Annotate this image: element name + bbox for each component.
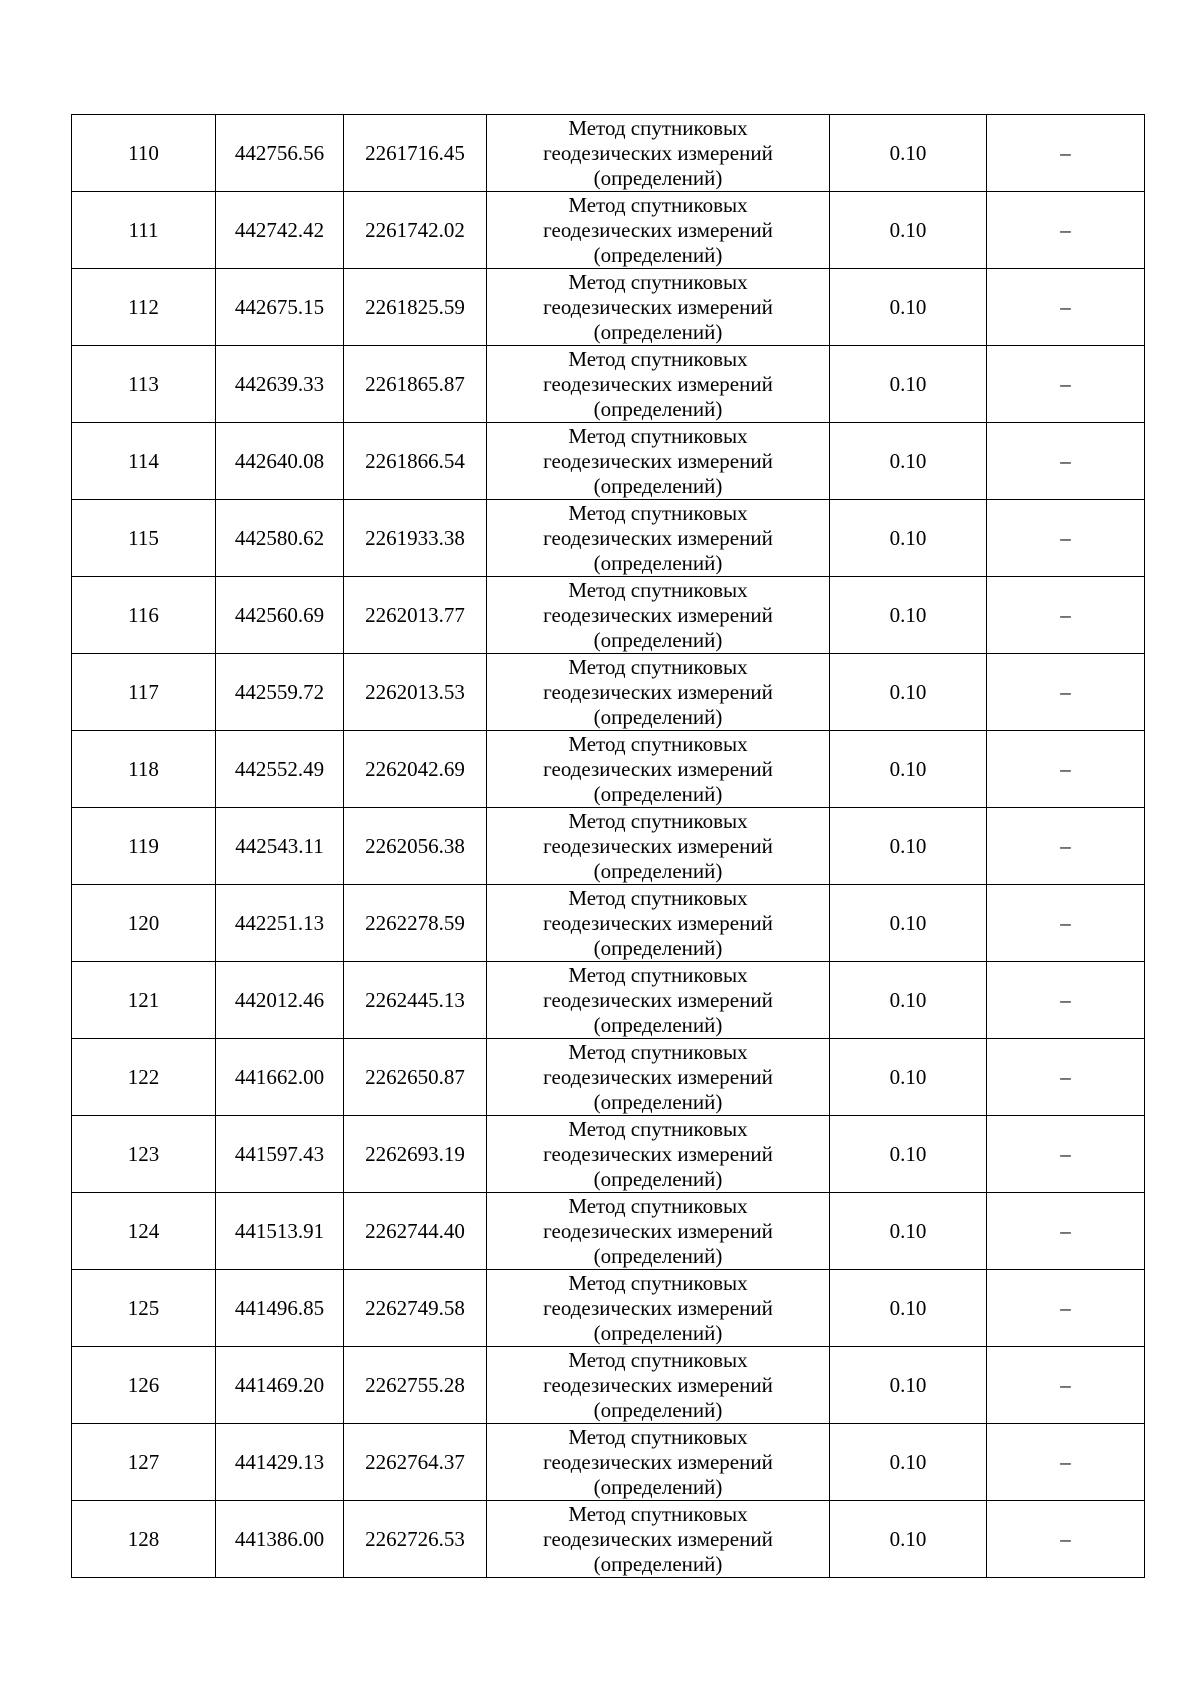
method-line: (определений) xyxy=(593,1166,723,1191)
x-coordinate-cell: 441496.85 xyxy=(216,1270,344,1347)
accuracy-cell: 0.10 xyxy=(830,1347,987,1424)
method-line: геодезических измерений xyxy=(543,1372,773,1397)
method-line: Метод спутниковых xyxy=(568,1193,748,1218)
x-coordinate-cell: 442560.69 xyxy=(216,577,344,654)
accuracy-cell: 0.10 xyxy=(830,1270,987,1347)
y-coordinate-cell: 2261825.59 xyxy=(344,269,487,346)
y-coordinate-cell: 2261865.87 xyxy=(344,346,487,423)
point-number-cell: 124 xyxy=(72,1193,216,1270)
note-cell: – xyxy=(987,1116,1145,1193)
accuracy-cell: 0.10 xyxy=(830,269,987,346)
method-cell xyxy=(487,346,830,423)
accuracy-cell: 0.10 xyxy=(830,577,987,654)
x-coordinate-cell: 441429.13 xyxy=(216,1424,344,1501)
method-line: Метод спутниковых xyxy=(568,962,748,987)
x-coordinate-cell: 442675.15 xyxy=(216,269,344,346)
method-cell xyxy=(487,885,830,962)
note-cell: – xyxy=(987,885,1145,962)
method-line: (определений) xyxy=(593,704,723,729)
accuracy-cell: 0.10 xyxy=(830,115,987,192)
note-cell: – xyxy=(987,269,1145,346)
note-cell: – xyxy=(987,1424,1145,1501)
accuracy-cell: 0.10 xyxy=(830,1039,987,1116)
x-coordinate-cell: 442640.08 xyxy=(216,423,344,500)
method-line: Метод спутниковых xyxy=(568,269,748,294)
table-row xyxy=(72,1501,1145,1578)
table-row xyxy=(72,1193,1145,1270)
method-line: (определений) xyxy=(593,1089,723,1114)
note-cell: – xyxy=(987,1039,1145,1116)
method-line: Метод спутниковых xyxy=(568,1270,748,1295)
method-line: геодезических измерений xyxy=(543,833,773,858)
method-line: геодезических измерений xyxy=(543,1295,773,1320)
y-coordinate-cell: 2262278.59 xyxy=(344,885,487,962)
method-line: Метод спутниковых xyxy=(568,1039,748,1064)
note-cell: – xyxy=(987,1501,1145,1578)
accuracy-cell: 0.10 xyxy=(830,192,987,269)
method-line: Метод спутниковых xyxy=(568,885,748,910)
method-line: Метод спутниковых xyxy=(568,192,748,217)
method-cell xyxy=(487,1424,830,1501)
method-cell xyxy=(487,1039,830,1116)
note-cell: – xyxy=(987,500,1145,577)
method-line: Метод спутниковых xyxy=(568,731,748,756)
method-cell xyxy=(487,962,830,1039)
method-line: Метод спутниковых xyxy=(568,577,748,602)
note-cell: – xyxy=(987,1347,1145,1424)
method-line: (определений) xyxy=(593,550,723,575)
y-coordinate-cell: 2262056.38 xyxy=(344,808,487,885)
method-line: Метод спутниковых xyxy=(568,423,748,448)
note-cell: – xyxy=(987,346,1145,423)
method-line: геодезических измерений xyxy=(543,371,773,396)
y-coordinate-cell: 2261742.02 xyxy=(344,192,487,269)
table-row xyxy=(72,1116,1145,1193)
y-coordinate-cell: 2262693.19 xyxy=(344,1116,487,1193)
y-coordinate-cell: 2262749.58 xyxy=(344,1270,487,1347)
x-coordinate-cell: 442639.33 xyxy=(216,346,344,423)
table-row xyxy=(72,115,1145,192)
method-line: (определений) xyxy=(593,242,723,267)
table-body xyxy=(72,115,1145,1578)
y-coordinate-cell: 2262445.13 xyxy=(344,962,487,1039)
method-line: (определений) xyxy=(593,781,723,806)
point-number-cell: 119 xyxy=(72,808,216,885)
point-number-cell: 113 xyxy=(72,346,216,423)
note-cell: – xyxy=(987,423,1145,500)
y-coordinate-cell: 2261933.38 xyxy=(344,500,487,577)
point-number-cell: 114 xyxy=(72,423,216,500)
table-row xyxy=(72,423,1145,500)
method-cell xyxy=(487,423,830,500)
method-line: Метод спутниковых xyxy=(568,1501,748,1526)
method-line: (определений) xyxy=(593,627,723,652)
method-line: геодезических измерений xyxy=(543,525,773,550)
accuracy-cell: 0.10 xyxy=(830,885,987,962)
x-coordinate-cell: 442742.42 xyxy=(216,192,344,269)
note-cell: – xyxy=(987,192,1145,269)
accuracy-cell: 0.10 xyxy=(830,1424,987,1501)
method-cell xyxy=(487,115,830,192)
y-coordinate-cell: 2262042.69 xyxy=(344,731,487,808)
point-number-cell: 127 xyxy=(72,1424,216,1501)
accuracy-cell: 0.10 xyxy=(830,654,987,731)
method-line: Метод спутниковых xyxy=(568,115,748,140)
x-coordinate-cell: 442543.11 xyxy=(216,808,344,885)
note-cell: – xyxy=(987,731,1145,808)
y-coordinate-cell: 2262650.87 xyxy=(344,1039,487,1116)
method-line: Метод спутниковых xyxy=(568,346,748,371)
point-number-cell: 128 xyxy=(72,1501,216,1578)
accuracy-cell: 0.10 xyxy=(830,346,987,423)
table-row xyxy=(72,808,1145,885)
y-coordinate-cell: 2262744.40 xyxy=(344,1193,487,1270)
y-coordinate-cell: 2262755.28 xyxy=(344,1347,487,1424)
point-number-cell: 117 xyxy=(72,654,216,731)
method-line: (определений) xyxy=(593,1551,723,1576)
coordinates-table xyxy=(71,114,1145,1578)
note-cell: – xyxy=(987,808,1145,885)
method-line: геодезических измерений xyxy=(543,1218,773,1243)
method-cell xyxy=(487,1347,830,1424)
method-cell xyxy=(487,1116,830,1193)
x-coordinate-cell: 441597.43 xyxy=(216,1116,344,1193)
point-number-cell: 121 xyxy=(72,962,216,1039)
method-cell xyxy=(487,731,830,808)
table-row xyxy=(72,1270,1145,1347)
point-number-cell: 118 xyxy=(72,731,216,808)
method-line: (определений) xyxy=(593,1474,723,1499)
x-coordinate-cell: 442559.72 xyxy=(216,654,344,731)
accuracy-cell: 0.10 xyxy=(830,962,987,1039)
method-cell xyxy=(487,1501,830,1578)
note-cell: – xyxy=(987,1193,1145,1270)
point-number-cell: 112 xyxy=(72,269,216,346)
method-line: геодезических измерений xyxy=(543,294,773,319)
method-line: Метод спутниковых xyxy=(568,654,748,679)
method-line: Метод спутниковых xyxy=(568,1116,748,1141)
method-line: геодезических измерений xyxy=(543,448,773,473)
method-line: (определений) xyxy=(593,935,723,960)
method-line: геодезических измерений xyxy=(543,602,773,627)
table-row xyxy=(72,731,1145,808)
method-line: Метод спутниковых xyxy=(568,500,748,525)
method-line: (определений) xyxy=(593,858,723,883)
method-line: (определений) xyxy=(593,1320,723,1345)
method-line: (определений) xyxy=(593,1397,723,1422)
method-cell xyxy=(487,654,830,731)
method-line: (определений) xyxy=(593,1012,723,1037)
accuracy-cell: 0.10 xyxy=(830,731,987,808)
method-line: (определений) xyxy=(593,473,723,498)
method-line: геодезических измерений xyxy=(543,1141,773,1166)
method-line: (определений) xyxy=(593,1243,723,1268)
accuracy-cell: 0.10 xyxy=(830,423,987,500)
table-row xyxy=(72,346,1145,423)
x-coordinate-cell: 441513.91 xyxy=(216,1193,344,1270)
method-cell xyxy=(487,1270,830,1347)
x-coordinate-cell: 442251.13 xyxy=(216,885,344,962)
note-cell: – xyxy=(987,115,1145,192)
y-coordinate-cell: 2262764.37 xyxy=(344,1424,487,1501)
method-line: Метод спутниковых xyxy=(568,1347,748,1372)
method-line: геодезических измерений xyxy=(543,217,773,242)
table-row xyxy=(72,577,1145,654)
note-cell: – xyxy=(987,577,1145,654)
y-coordinate-cell: 2262013.77 xyxy=(344,577,487,654)
note-cell: – xyxy=(987,654,1145,731)
method-line: (определений) xyxy=(593,165,723,190)
y-coordinate-cell: 2262013.53 xyxy=(344,654,487,731)
point-number-cell: 111 xyxy=(72,192,216,269)
accuracy-cell: 0.10 xyxy=(830,1193,987,1270)
y-coordinate-cell: 2261716.45 xyxy=(344,115,487,192)
x-coordinate-cell: 441469.20 xyxy=(216,1347,344,1424)
y-coordinate-cell: 2261866.54 xyxy=(344,423,487,500)
point-number-cell: 116 xyxy=(72,577,216,654)
table-row xyxy=(72,269,1145,346)
method-cell xyxy=(487,1193,830,1270)
point-number-cell: 115 xyxy=(72,500,216,577)
x-coordinate-cell: 441386.00 xyxy=(216,1501,344,1578)
accuracy-cell: 0.10 xyxy=(830,1116,987,1193)
accuracy-cell: 0.10 xyxy=(830,1501,987,1578)
method-line: геодезических измерений xyxy=(543,1064,773,1089)
point-number-cell: 123 xyxy=(72,1116,216,1193)
point-number-cell: 120 xyxy=(72,885,216,962)
x-coordinate-cell: 441662.00 xyxy=(216,1039,344,1116)
method-line: геодезических измерений xyxy=(543,679,773,704)
method-line: геодезических измерений xyxy=(543,140,773,165)
method-cell xyxy=(487,269,830,346)
x-coordinate-cell: 442580.62 xyxy=(216,500,344,577)
x-coordinate-cell: 442756.56 xyxy=(216,115,344,192)
table-row xyxy=(72,1424,1145,1501)
method-cell xyxy=(487,192,830,269)
note-cell: – xyxy=(987,962,1145,1039)
method-cell xyxy=(487,808,830,885)
x-coordinate-cell: 442012.46 xyxy=(216,962,344,1039)
method-line: геодезических измерений xyxy=(543,987,773,1012)
method-line: геодезических измерений xyxy=(543,756,773,781)
y-coordinate-cell: 2262726.53 xyxy=(344,1501,487,1578)
accuracy-cell: 0.10 xyxy=(830,808,987,885)
method-cell xyxy=(487,577,830,654)
table-row xyxy=(72,654,1145,731)
method-line: (определений) xyxy=(593,319,723,344)
table-row xyxy=(72,1347,1145,1424)
note-cell: – xyxy=(987,1270,1145,1347)
table-row xyxy=(72,192,1145,269)
method-line: геодезических измерений xyxy=(543,910,773,935)
table-row xyxy=(72,885,1145,962)
point-number-cell: 125 xyxy=(72,1270,216,1347)
method-cell xyxy=(487,500,830,577)
method-line: Метод спутниковых xyxy=(568,1424,748,1449)
table-row xyxy=(72,1039,1145,1116)
point-number-cell: 122 xyxy=(72,1039,216,1116)
point-number-cell: 110 xyxy=(72,115,216,192)
method-line: (определений) xyxy=(593,396,723,421)
table-row xyxy=(72,962,1145,1039)
x-coordinate-cell: 442552.49 xyxy=(216,731,344,808)
method-line: геодезических измерений xyxy=(543,1526,773,1551)
method-line: геодезических измерений xyxy=(543,1449,773,1474)
table-row xyxy=(72,500,1145,577)
point-number-cell: 126 xyxy=(72,1347,216,1424)
accuracy-cell: 0.10 xyxy=(830,500,987,577)
method-line: Метод спутниковых xyxy=(568,808,748,833)
